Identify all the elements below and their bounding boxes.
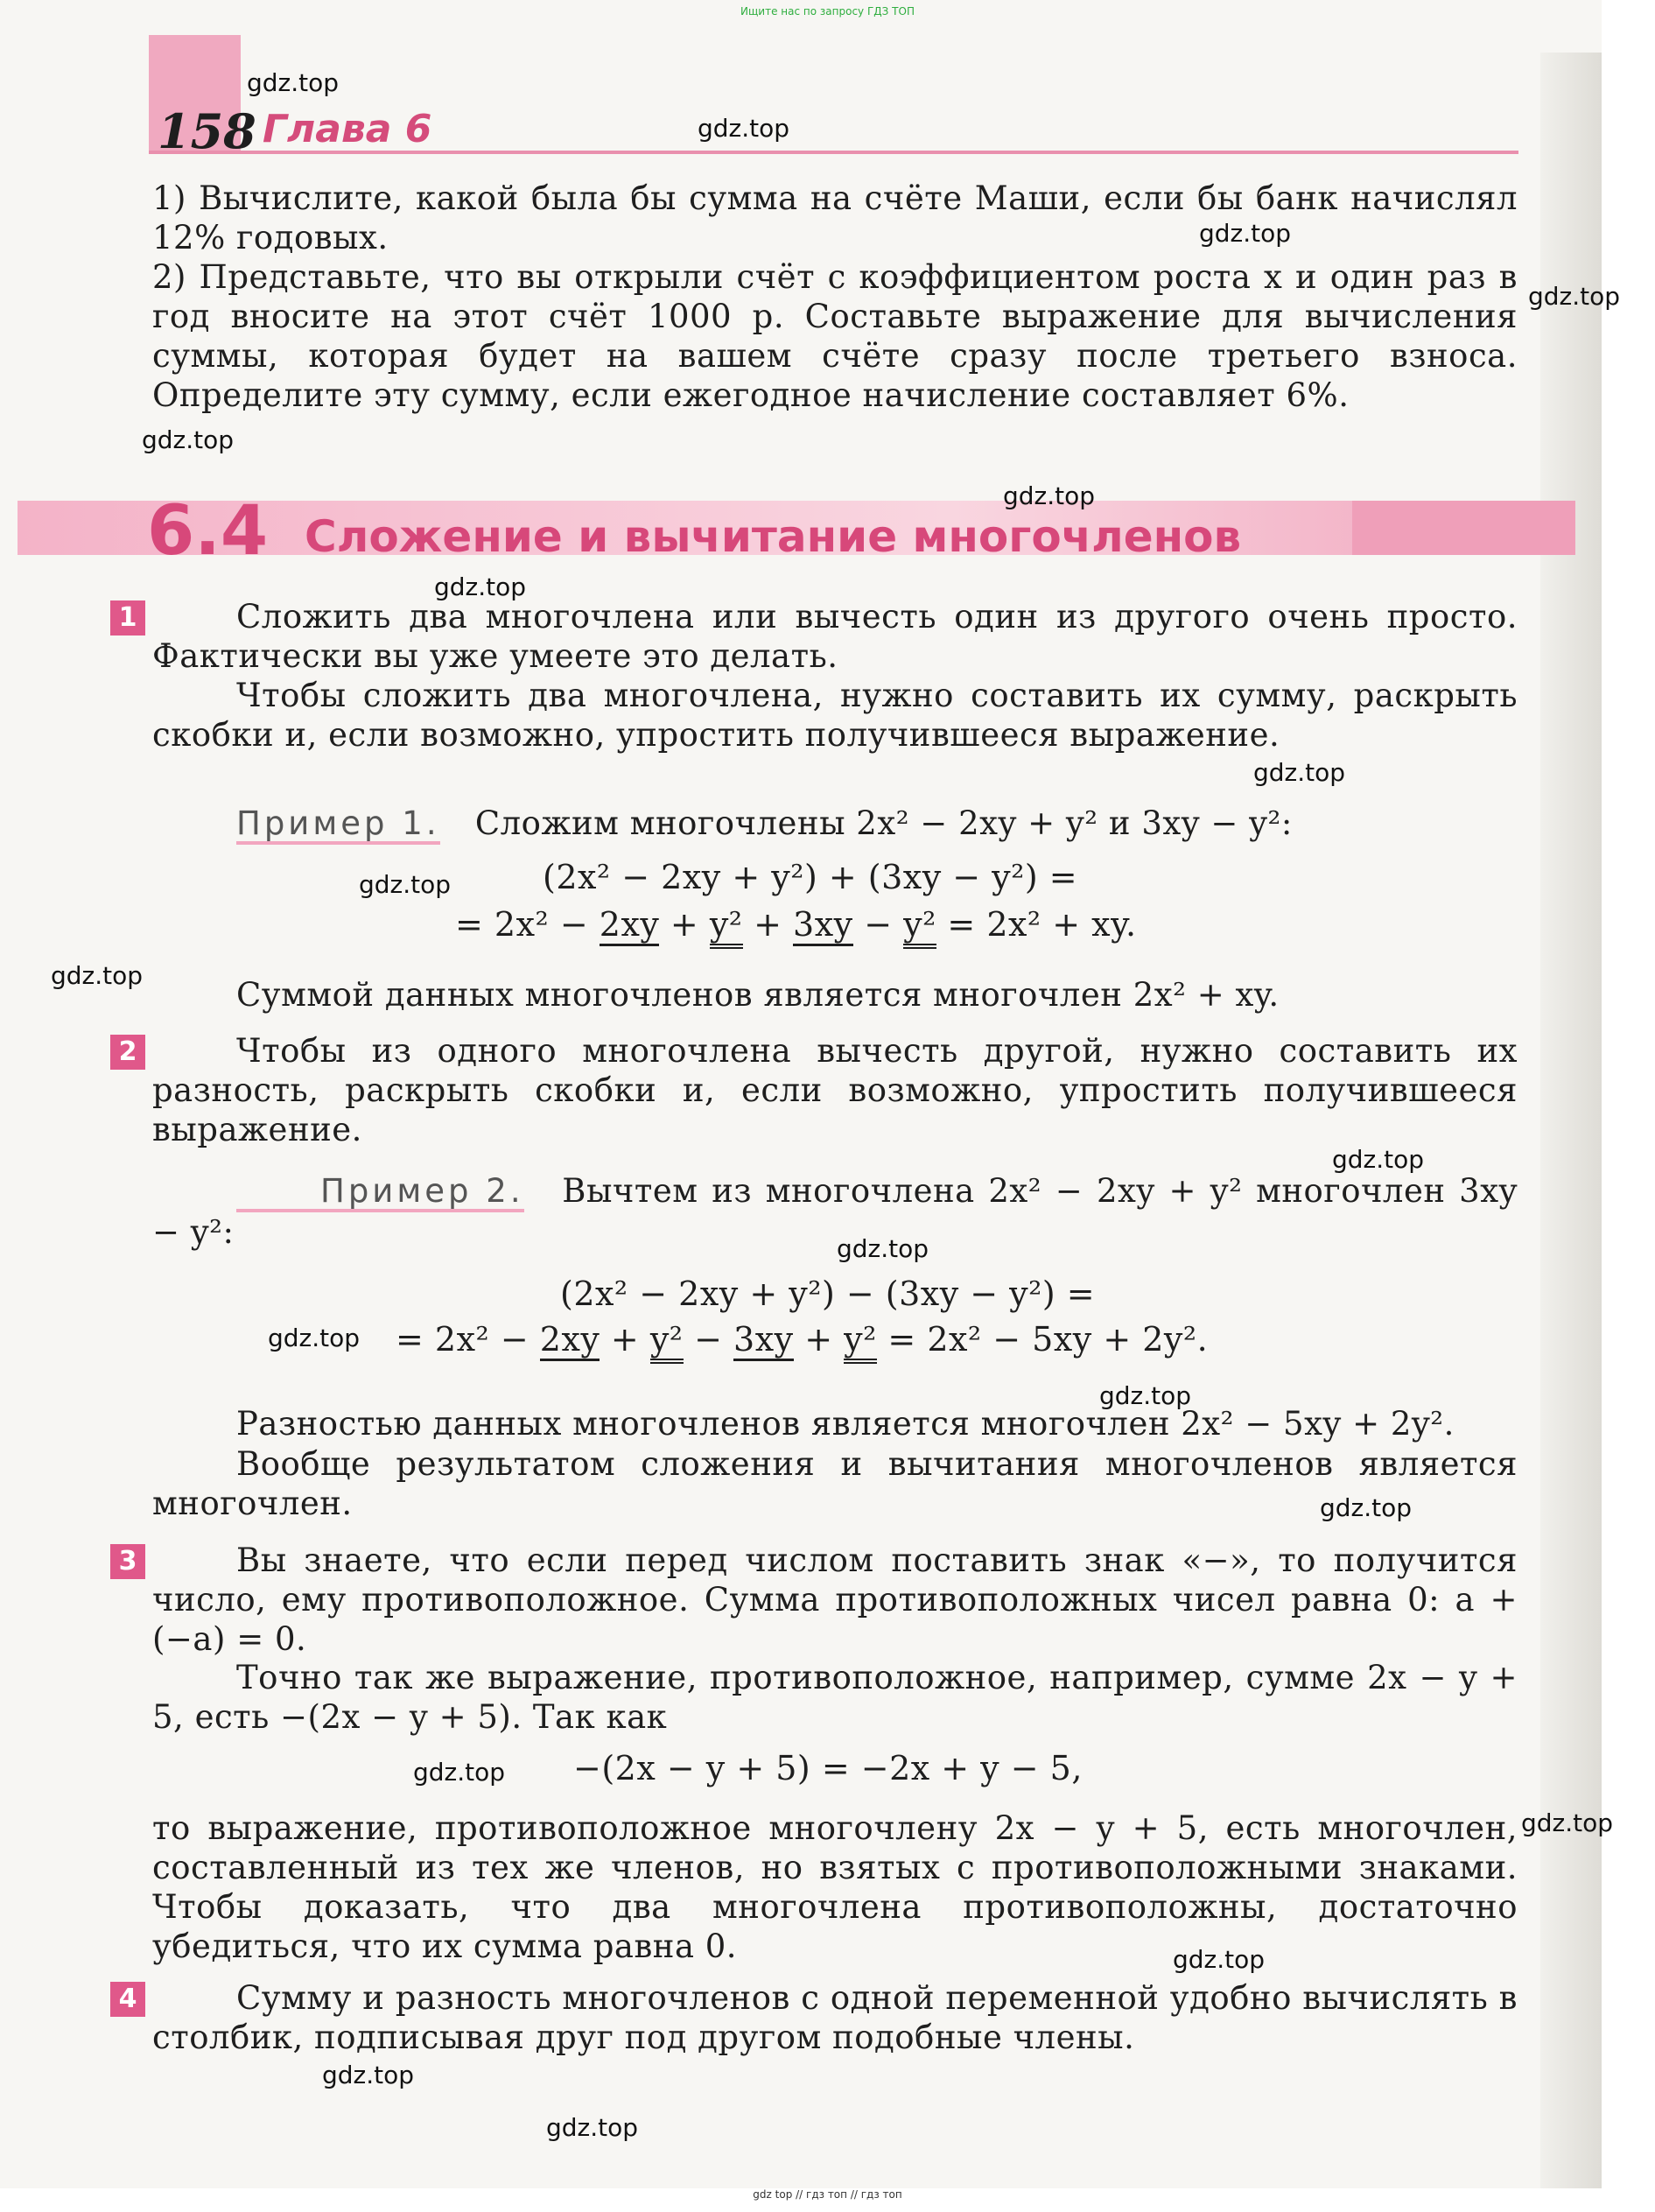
example-2-op-2: − [683,1320,734,1359]
watermark: gdz.top [1173,1945,1266,1974]
example-2-formula-line-2 [396,1320,1208,1359]
watermark: gdz.top [1528,282,1621,311]
paragraph-2: Чтобы из одного многочлена вычесть другой, нужно составить их разность, раскрыть скобки и, если возможно, упростить получившееся выражение. [152,1032,1518,1148]
top-search-hint[interactable]: Ищите нас по запросу ГДЗ ТОП [740,5,915,18]
watermark: gdz.top [1199,219,1292,248]
example-2-intro [152,1171,1518,1252]
example-1-formula-line-1: (2x² − 2xy + y²) + (3xy − y²) = [543,858,1078,896]
paragraph-marker-2: 2 [110,1035,145,1070]
example-1-intro [236,804,1518,845]
example-1-result: Суммой данных многочленов является многочлен 2x² + xy. [236,976,1280,1014]
example-2-term-plus-y2: y² [844,1320,877,1364]
chapter-title: Глава 6 [263,107,432,151]
example-2-text: Вычтем из многочлена 2x² − 2xy + y² многочлен 3xy − y²: [152,1172,1518,1251]
watermark: gdz.top [268,1324,361,1352]
example-1-label: Пример 1. [236,806,440,845]
example-2-formula-start: = 2x² − [396,1320,540,1359]
watermark: gdz.top [434,572,527,601]
opposite-formula: −(2x − y + 5) = −2x + y − 5, [573,1749,1083,1787]
page-edge-shadow [1540,53,1602,2188]
example-1-formula-line-2 [455,905,1137,944]
paragraph-4: Сумму и разность многочленов с одной переменной удобно вычислять в столбик, подписывая друг под другом подобные члены. [152,1979,1518,2056]
watermark: gdz.top [698,114,790,143]
watermark: gdz.top [1003,481,1096,510]
watermark: gdz.top [1521,1808,1614,1837]
task-1-text: 1) Вычислите, какой была бы сумма на счёте Маши, если бы банк начислял 12% годовых. [152,179,1518,256]
example-1-text: Сложим многочлены 2x² − 2xy + y² и 3xy − y²: [474,804,1293,842]
paragraph-3b: Точно так же выражение, противоположное, например, сумме 2x − y + 5, есть −(2x − y + 5). Так как [152,1659,1518,1736]
paragraph-1b: Чтобы сложить два многочлена, нужно составить их сумму, раскрыть скобки и, если возможно, упростить получившееся выражение. [152,677,1518,754]
example-1-term-2xy: 2xy [600,905,660,946]
example-2-term-y2: y² [650,1320,684,1364]
example-2-formula-line-1: (2x² − 2xy + y²) − (3xy − y²) = [560,1275,1096,1313]
paragraph-1a: Сложить два многочлена или вычесть один из другого очень просто. Фактически вы уже умеете это делать. [152,598,1518,675]
watermark: gdz.top [51,961,144,990]
watermark: gdz.top [1320,1493,1413,1522]
example-1-formula-end: = 2x² + xy. [936,905,1137,944]
example-2-formula-end: = 2x² − 5xy + 2y². [876,1320,1209,1359]
watermark: gdz.top [247,68,340,97]
watermark: gdz.top [413,1758,506,1787]
section-title: Сложение и вычитание многочленов [305,511,1242,562]
watermark: gdz.top [142,425,235,454]
paragraph-3c: то выражение, противоположное многочлену 2x − y + 5, есть многочлен, составленный из тех же членов, но взятых с противоположными знаками. Чтобы доказать, что два многочлена противоположны, достаточно убедиться, что их сумма равна 0. [152,1809,1518,1965]
paragraph-marker-4: 4 [110,1982,145,2017]
example-2-op-1: + [600,1320,650,1359]
paragraph-3a: Вы знаете, что если перед числом поставить знак «−», то получится число, ему противоположное. Сумма противоположных чисел равна 0: a + (−a) = 0. [152,1541,1518,1658]
section-heading-band-end [1352,501,1575,555]
example-2-general: Вообще результатом сложения и вычитания многочленов является многочлен. [152,1445,1518,1522]
example-2-op-3: + [793,1320,845,1359]
example-1-op-2: + [742,905,794,944]
example-2-term-3xy: 3xy [733,1320,794,1361]
example-1-formula-start: = 2x² − [455,905,600,944]
watermark: gdz.top [1253,758,1346,787]
example-1-op-1: + [659,905,710,944]
watermark: gdz.top [837,1234,929,1263]
example-2-result: Разностью данных многочленов является многочлен 2x² − 5xy + 2y². [236,1405,1455,1443]
example-1-op-3: − [852,905,904,944]
example-1-term-3xy: 3xy [793,905,853,946]
paragraph-marker-1: 1 [110,600,145,636]
example-2-term-2xy: 2xy [540,1320,600,1361]
example-1-term-y2: y² [710,905,743,949]
watermark: gdz.top [359,870,452,899]
example-1-term-neg-y2: y² [903,905,936,949]
watermark: gdz.top [322,2061,415,2089]
watermark: gdz.top [1099,1381,1192,1410]
page-number: 158 [158,103,256,159]
section-number: 6.4 [147,492,269,571]
paragraph-marker-3: 3 [110,1544,145,1579]
watermark: gdz.top [546,2113,639,2142]
watermark: gdz.top [1332,1145,1425,1174]
bottom-search-hint[interactable]: gdz top // гдз топ // гдз топ [753,2188,902,2201]
example-2-label: Пример 2. [236,1174,524,1212]
task-2-text: 2) Представьте, что вы открыли счёт с коэффициентом роста x и один раз в год вносите на этот счёт 1000 р. Составьте выражение для вычисления суммы, которая будет на вашем счёте сразу после третьего взноса. Определите эту сумму, если ежегодное начисление составляет 6%. [152,258,1518,414]
